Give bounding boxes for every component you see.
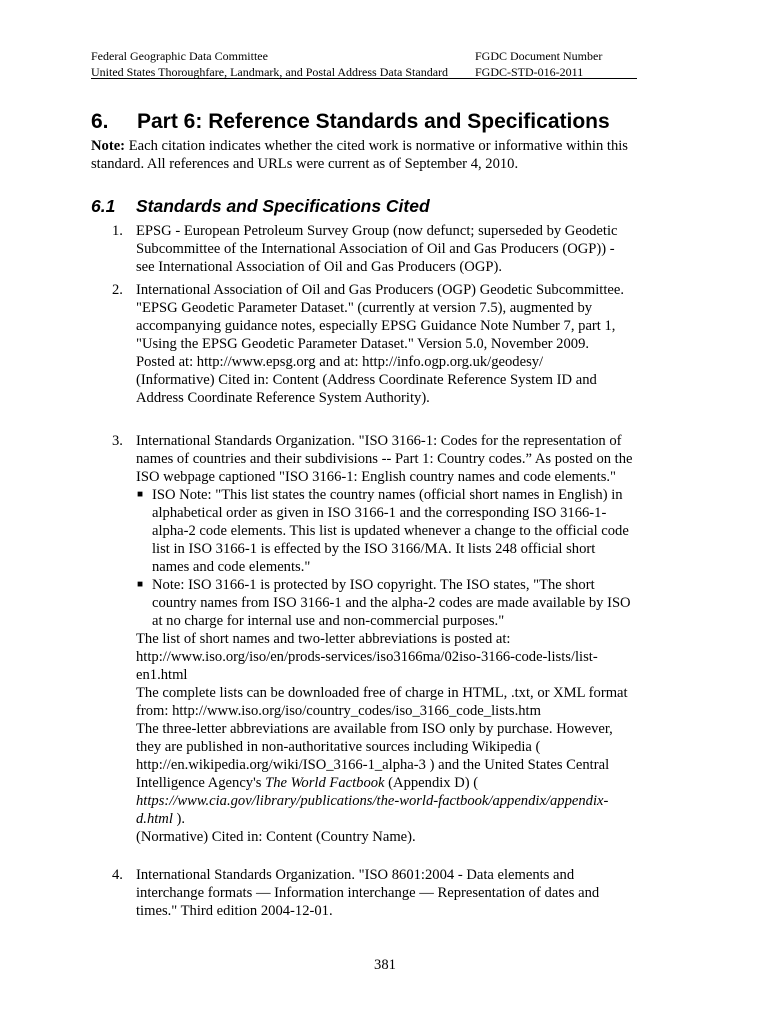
reference-cited: (Normative) Cited in: Content (Country Name). xyxy=(136,829,416,845)
appendix-text: (Appendix D) ( xyxy=(384,775,479,791)
three-letter-intro: The three-letter abbreviations are available from ISO only by purchase. However, they are published in non-authoritative sources including Wikipedia ( http://en.wikipedia.org/wiki/ISO_3166-1_alpha-3 ) and the United States Central Intelligence Agency's xyxy=(136,721,613,791)
header-doc-number: FGDC Document Number FGDC-STD-016-2011 xyxy=(475,49,603,79)
bullet-square-icon: ■ xyxy=(137,579,144,590)
header-standard-title: United States Thoroughfare, Landmark, and Postal Address Data Standard xyxy=(91,65,449,79)
bullet-item xyxy=(136,576,636,630)
reference-item xyxy=(112,222,636,276)
reference-text: International Standards Organization. "ISO 8601:2004 - Data elements and interchange formats — Information interchange — Representation of dates and times." Third edition 2004-12-01. xyxy=(136,867,600,919)
reference-item xyxy=(112,281,636,407)
reference-item xyxy=(112,432,636,846)
reference-posted: Posted at: http://www.epsg.org and at: http://info.ogp.org.uk/geodesy/ xyxy=(136,354,544,370)
cia-url: https://www.cia.gov/library/publications/the-world-factbook/appendix/appendix-d.html xyxy=(136,793,609,827)
section-heading xyxy=(91,109,610,135)
header-rule xyxy=(91,78,637,79)
close-paren: ). xyxy=(172,811,186,827)
section-number: 6. xyxy=(91,110,109,133)
subsection-heading xyxy=(91,195,430,217)
reference-number: 4. xyxy=(112,867,123,883)
reference-item xyxy=(112,866,636,920)
reference-cited: (Informative) Cited in: Content (Address Coordinate Reference System ID and Address Coordinate Reference System Authority). xyxy=(136,372,597,406)
reference-list-text: The list of short names and two-letter abbreviations is posted at: http://www.iso.org/iso/en/prods-services/iso3166ma/02iso-3166-code-lists/list-en1.html xyxy=(136,631,598,683)
reference-text: EPSG - European Petroleum Survey Group (now defunct; superseded by Geodetic Subcommittee of the International Association of Oil and Gas Producers (OGP)) - see International Association of Oil and Gas Producers (OGP). xyxy=(136,223,618,275)
reference-number: 2. xyxy=(112,282,123,298)
note-text: Each citation indicates whether the cited work is normative or informative within this standard. All references and URLs were current as of September 4, 2010. xyxy=(91,138,628,172)
bullet-text: Note: ISO 3166-1 is protected by ISO copyright. The ISO states, "The short country names from ISO 3166-1 and the alpha-2 codes are made available by ISO at no charge for internal use and non-commercial purposes." xyxy=(152,577,631,629)
header-organization: Federal Geographic Data Committee xyxy=(91,49,268,63)
note-label: Note: xyxy=(91,138,126,154)
section-title: Part 6: Reference Standards and Specifications xyxy=(137,110,610,133)
bullet-item xyxy=(136,486,636,576)
subsection-number: 6.1 xyxy=(91,196,116,216)
reference-number: 1. xyxy=(112,223,123,239)
bullet-text: ISO Note: "This list states the country names (official short names in English) in alphabetical order as given in ISO 3166-1 and the corresponding ISO 3166-1-alpha-2 code elements. This list is updated whenever a change to the official code list in ISO 3166-1 is effected by the ISO 3166/MA. It lists 248 official short names and code elements." xyxy=(152,487,629,575)
bullet-square-icon: ■ xyxy=(137,489,144,500)
subsection-title: Standards and Specifications Cited xyxy=(136,196,430,216)
reference-complete-text: The complete lists can be downloaded free of charge in HTML, .txt, or XML format from: http://www.iso.org/iso/country_codes/iso_3166_code_lists.htm xyxy=(136,685,628,719)
factbook-title: The World Factbook xyxy=(265,775,385,791)
reference-text: International Association of Oil and Gas Producers (OGP) Geodetic Subcommittee. "EPSG Geodetic Parameter Dataset." (currently at version 7.5), augmented by accompanying guidance notes, especially EPSG Guidance Note Number 7, part 1, "Using the EPSG Geodetic Parameter Dataset." Version 5.0, November 2009. xyxy=(136,282,624,352)
page-number: 381 xyxy=(374,957,396,973)
reference-text: International Standards Organization. "ISO 3166-1: Codes for the representation of names of countries and their subdivisions -- Part 1: Country codes.” As posted on the ISO webpage captioned "ISO 3166-1: English country names and code elements." xyxy=(136,433,633,485)
reference-three-letter-text xyxy=(136,720,636,828)
section-note xyxy=(91,137,637,173)
reference-number: 3. xyxy=(112,433,123,449)
